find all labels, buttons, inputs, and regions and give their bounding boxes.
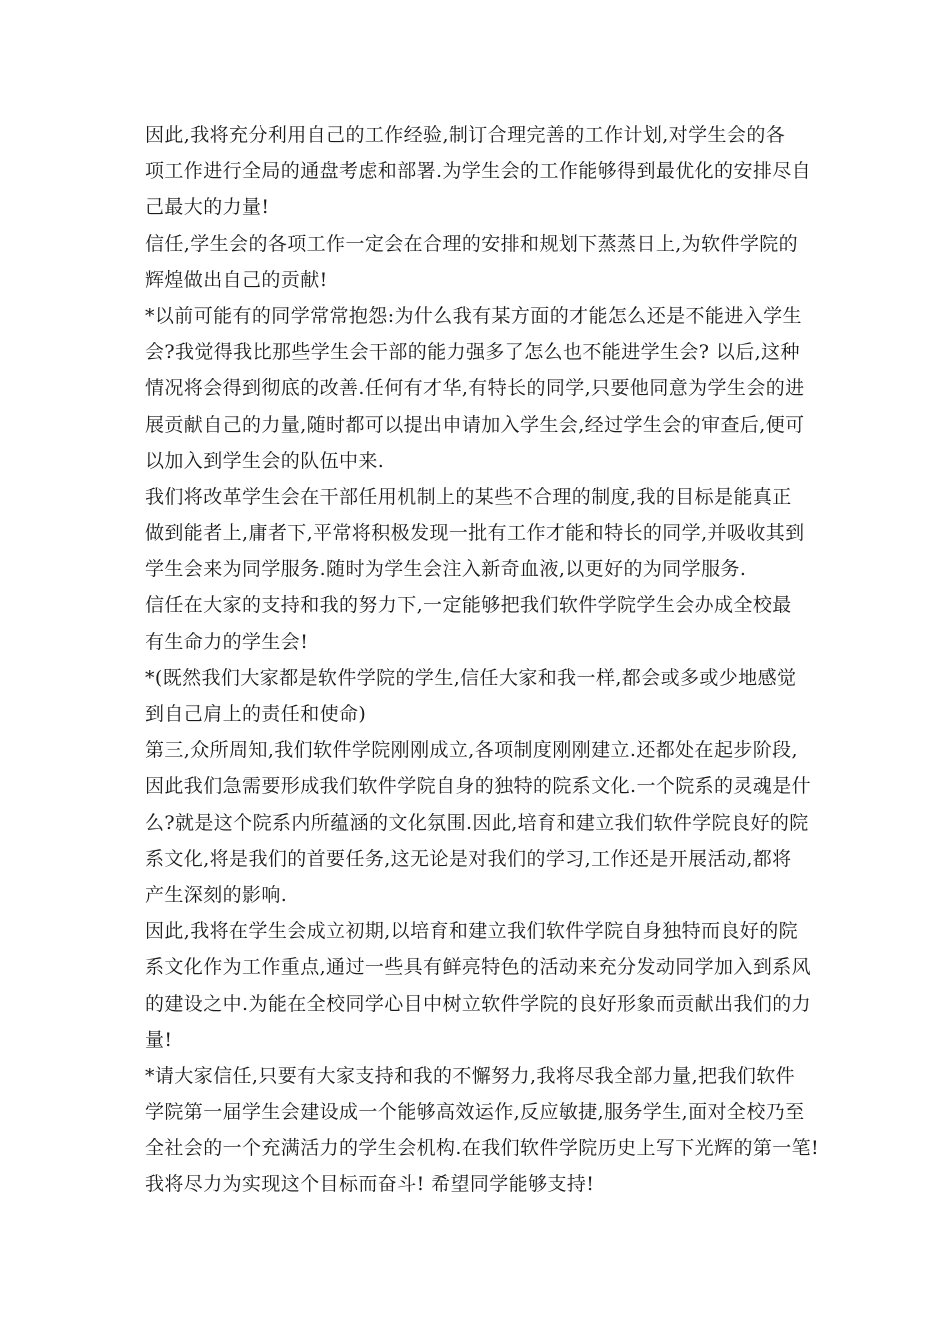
- text-line: 系文化,将是我们的首要任务,这无论是对我们的学习,工作还是开展活动,都将: [145, 847, 792, 870]
- text-line: 项工作进行全局的通盘考虑和部署.为学生会的工作能够得到最优化的安排尽自: [145, 160, 812, 183]
- text-line: 的建设之中.为能在全校同学心目中树立软件学院的良好形象而贡献出我们的力: [145, 992, 812, 1015]
- text-line: 学院第一届学生会建设成一个能够高效运作,反应敏捷,服务学生,面对全校乃至: [145, 1101, 805, 1124]
- text-line: 因此,我将在学生会成立初期,以培育和建立我们软件学院自身独特而良好的院: [145, 920, 799, 943]
- text-line: 系文化作为工作重点,通过一些具有鲜亮特色的活动来充分发动同学加入到系风: [145, 956, 812, 979]
- text-line: 己最大的力量!: [145, 196, 270, 219]
- text-line: *(既然我们大家都是软件学院的学生,信任大家和我一样,都会或多或少地感觉: [145, 666, 797, 689]
- text-line: 第三,众所周知,我们软件学院刚刚成立,各项制度刚刚建立.还都处在起步阶段,: [145, 739, 798, 762]
- text-line: 量!: [145, 1028, 173, 1051]
- text-line: 信任在大家的支持和我的努力下,一定能够把我们软件学院学生会办成全校最: [145, 594, 792, 617]
- text-line: 情况将会得到彻底的改善.任何有才华,有特长的同学,只要他同意为学生会的进: [145, 377, 805, 400]
- text-line: 展贡献自己的力量,随时都可以提出申请加入学生会,经过学生会的审查后,便可: [145, 413, 805, 436]
- text-line: 因此我们急需要形成我们软件学院自身的独特的院系文化.一个院系的灵魂是什: [145, 775, 812, 798]
- text-line: *请大家信任,只要有大家支持和我的不懈努力,我将尽我全部力量,把我们软件: [145, 1064, 796, 1087]
- text-line: 到自己肩上的责任和使命): [145, 703, 367, 725]
- text-line: 辉煌做出自己的贡献!: [145, 268, 328, 291]
- text-line: 我们将改革学生会在干部任用机制上的某些不合理的制度,我的目标是能真正: [145, 485, 792, 508]
- text-line: 有生命力的学生会!: [145, 630, 309, 653]
- document-body: [145, 117, 820, 1203]
- text-line: 全社会的一个充满活力的学生会机构.在我们软件学院历史上写下光辉的第一笔!: [145, 1137, 820, 1160]
- text-line: 做到能者上,庸者下,平常将积极发现一批有工作才能和特长的同学,并吸收其到: [145, 522, 805, 545]
- text-line: *以前可能有的同学常常抱怨:为什么我有某方面的才能怎么还是不能进入学生: [145, 304, 802, 327]
- text-line: 我将尽力为实现这个目标而奋斗! 希望同学能够支持!: [145, 1173, 595, 1196]
- text-line: 么?就是这个院系内所蕴涵的文化氛围.因此,培育和建立我们软件学院良好的院: [145, 811, 809, 834]
- text-line: 学生会来为同学服务.随时为学生会注入新奇血液,以更好的为同学服务.: [145, 558, 747, 581]
- text-line: 以加入到学生会的队伍中来.: [145, 449, 385, 472]
- text-line: 因此,我将充分利用自己的工作经验,制订合理完善的工作计划,对学生会的各: [145, 124, 786, 146]
- text-line: 信任,学生会的各项工作一定会在合理的安排和规划下蒸蒸日上,为软件学院的: [145, 232, 799, 255]
- text-line: 会?我觉得我比那些学生会干部的能力强多了怎么也不能进学生会? 以后,这种: [145, 341, 800, 364]
- text-line: 产生深刻的影响.: [145, 883, 288, 906]
